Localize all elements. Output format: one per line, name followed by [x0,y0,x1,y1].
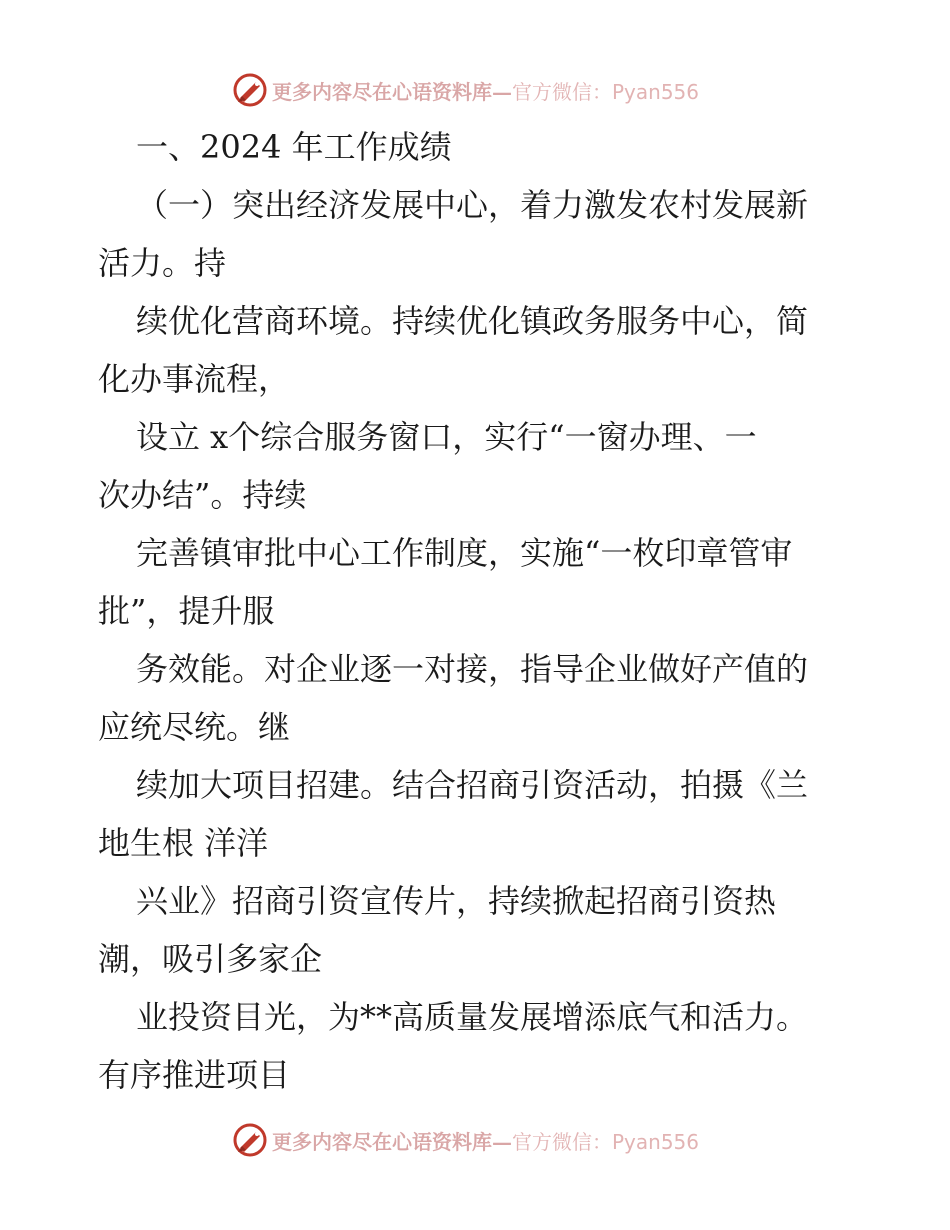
header-banner-main: 更多内容尽在心语资料库 [272,79,492,104]
header-banner-text [272,76,699,105]
paragraph-line: 完善镇审批中心工作制度，实施“一枚印章管审 [136,534,793,572]
footer-banner-text [272,1126,699,1155]
paragraph-line: 有序推进项目 [98,1056,291,1094]
paragraph-line: 兴业》招商引资宣传片，持续掀起招商引资热 [136,882,777,920]
paragraph-line: 务效能。对企业逐一对接，指导企业做好产值的 [136,650,809,688]
document-body [98,118,858,1104]
pen-nib-logo-icon [232,1122,268,1158]
paragraph-line: 地生根 洋洋 [98,824,269,862]
paragraph-line: 次办结”。持续 [98,476,307,514]
paragraph-line: 化办事流程， [98,360,291,398]
paragraph-line: 潮，吸引多家企 [98,940,323,978]
footer-banner-wechat: 官方微信：Pyan556 [512,1129,700,1154]
paragraph-line: 续加大项目招建。结合招商引资活动，拍摄《兰 [136,766,809,804]
paragraph-line: 批”，提升服 [98,592,275,630]
header-banner [232,70,712,110]
footer-banner [232,1120,712,1160]
paragraph-line: 应统尽统。继 [98,708,291,746]
paragraph-line: 业投资目光，为**高质量发展增添底气和活力。 [136,998,809,1036]
header-banner-separator: — [492,79,512,104]
section-heading: 一、2024 年工作成绩 [136,128,452,166]
footer-banner-separator: — [492,1129,512,1154]
header-banner-wechat: 官方微信：Pyan556 [512,79,700,104]
paragraph-line: 设立 x个综合服务窗口，实行“一窗办理、一 [136,418,757,456]
pen-nib-logo-icon [232,72,268,108]
footer-banner-main: 更多内容尽在心语资料库 [272,1129,492,1154]
paragraph-line: （一）突出经济发展中心，着力激发农村发展新 [136,186,809,224]
paragraph-line: 续优化营商环境。持续优化镇政务服务中心，简 [136,302,809,340]
paragraph-line: 活力。持 [98,244,227,282]
